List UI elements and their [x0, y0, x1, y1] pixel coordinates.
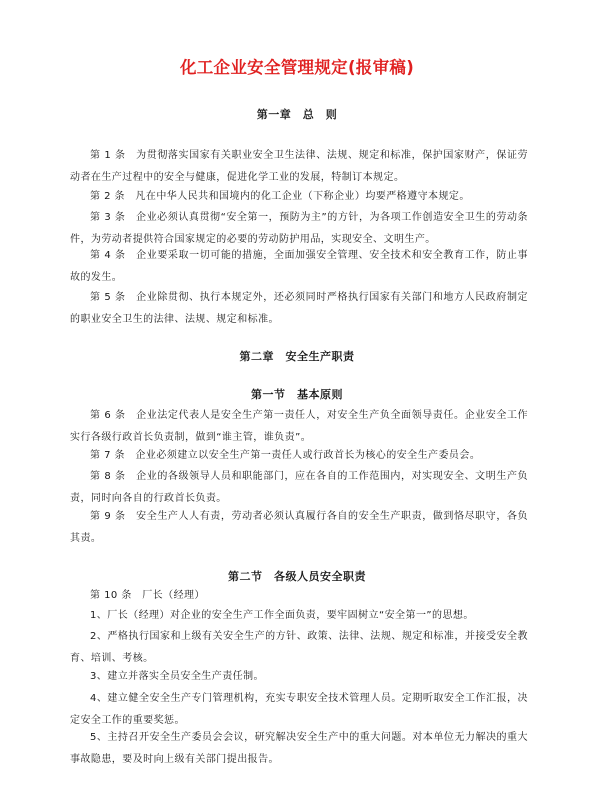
article-paragraph: 第 3 条 企业必须认真贯彻“安全第一，预防为主”的方针，为各项工作创造安全卫生的劳动条件，为劳动者提供符合国家规定的必要的劳动防护用品，实现安全、文明生产。: [70, 212, 528, 245]
list-item: 1、厂长（经理）对企业的安全生产工作全面负责，要牢固树立“安全第一”的思想。: [90, 610, 474, 621]
chapter-heading: 第二章 安全生产职责: [239, 350, 355, 363]
article-paragraph: 第 1 条 为贯彻落实国家有关职业安全卫生法律、法规、规定和标准，保护国家财产，保证劳动者在生产过程中的安全与健康，促进化学工业的发展，特制订本规定。: [70, 150, 528, 183]
article-paragraph: 第 6 条 企业法定代表人是安全生产第一责任人，对安全生产负全面领导责任。企业安全工作实行各级行政首长负责制，做到“谁主管，谁负责”。: [70, 410, 528, 443]
article-paragraph: 第 5 条 企业除贯彻、执行本规定外，还必须同时严格执行国家有关部门和地方人民政府制定的职业安全卫生的法律、法规、规定和标准。: [70, 292, 528, 325]
article-paragraph: 第 2 条 凡在中华人民共和国境内的化工企业（下称企业）均要严格遵守本规定。: [90, 191, 470, 202]
list-item: 4、建立健全安全生产专门管理机构，充实专职安全技术管理人员。定期听取安全工作汇报，决定安全工作的重要奖惩。: [70, 693, 528, 726]
section-heading: 第二节 各级人员安全职责: [228, 570, 366, 583]
document-title: 化工企业安全管理规定(报审稿): [179, 58, 415, 77]
article-paragraph: 第 7 条 企业必须建立以安全生产第一责任人或行政首长为核心的安全生产委员会。: [90, 450, 481, 461]
list-item: 3、建立并落实全员安全生产责任制。: [90, 671, 265, 682]
article-paragraph: 第 9 条 安全生产人人有责，劳动者必须认真履行各自的安全生产职责，做到恪尽职守，各负其责。: [70, 511, 528, 544]
list-item: 5、主持召开安全生产委员会会议，研究解决安全生产中的重大问题。对本单位无力解决的重大事故隐患，要及时向上级有关部门提出报告。: [70, 732, 528, 765]
chapter-heading: 第一章 总 则: [256, 108, 338, 121]
section-heading: 第一节 基本原则: [251, 388, 343, 401]
article-paragraph: 第 4 条 企业要采取一切可能的措施，全面加强安全管理、安全技术和安全教育工作，防止事故的发生。: [70, 250, 528, 283]
article-paragraph: 第 8 条 企业的各级领导人员和职能部门，应在各自的工作范围内，对实现安全、文明生产负责，同时向各自的行政首长负责。: [70, 471, 528, 504]
list-item: 2、严格执行国家和上级有关安全生产的方针、政策、法律、法规、规定和标准，并接受安全教育、培训、考核。: [70, 631, 528, 664]
article-paragraph: 第 10 条 厂长（经理）: [90, 590, 205, 601]
